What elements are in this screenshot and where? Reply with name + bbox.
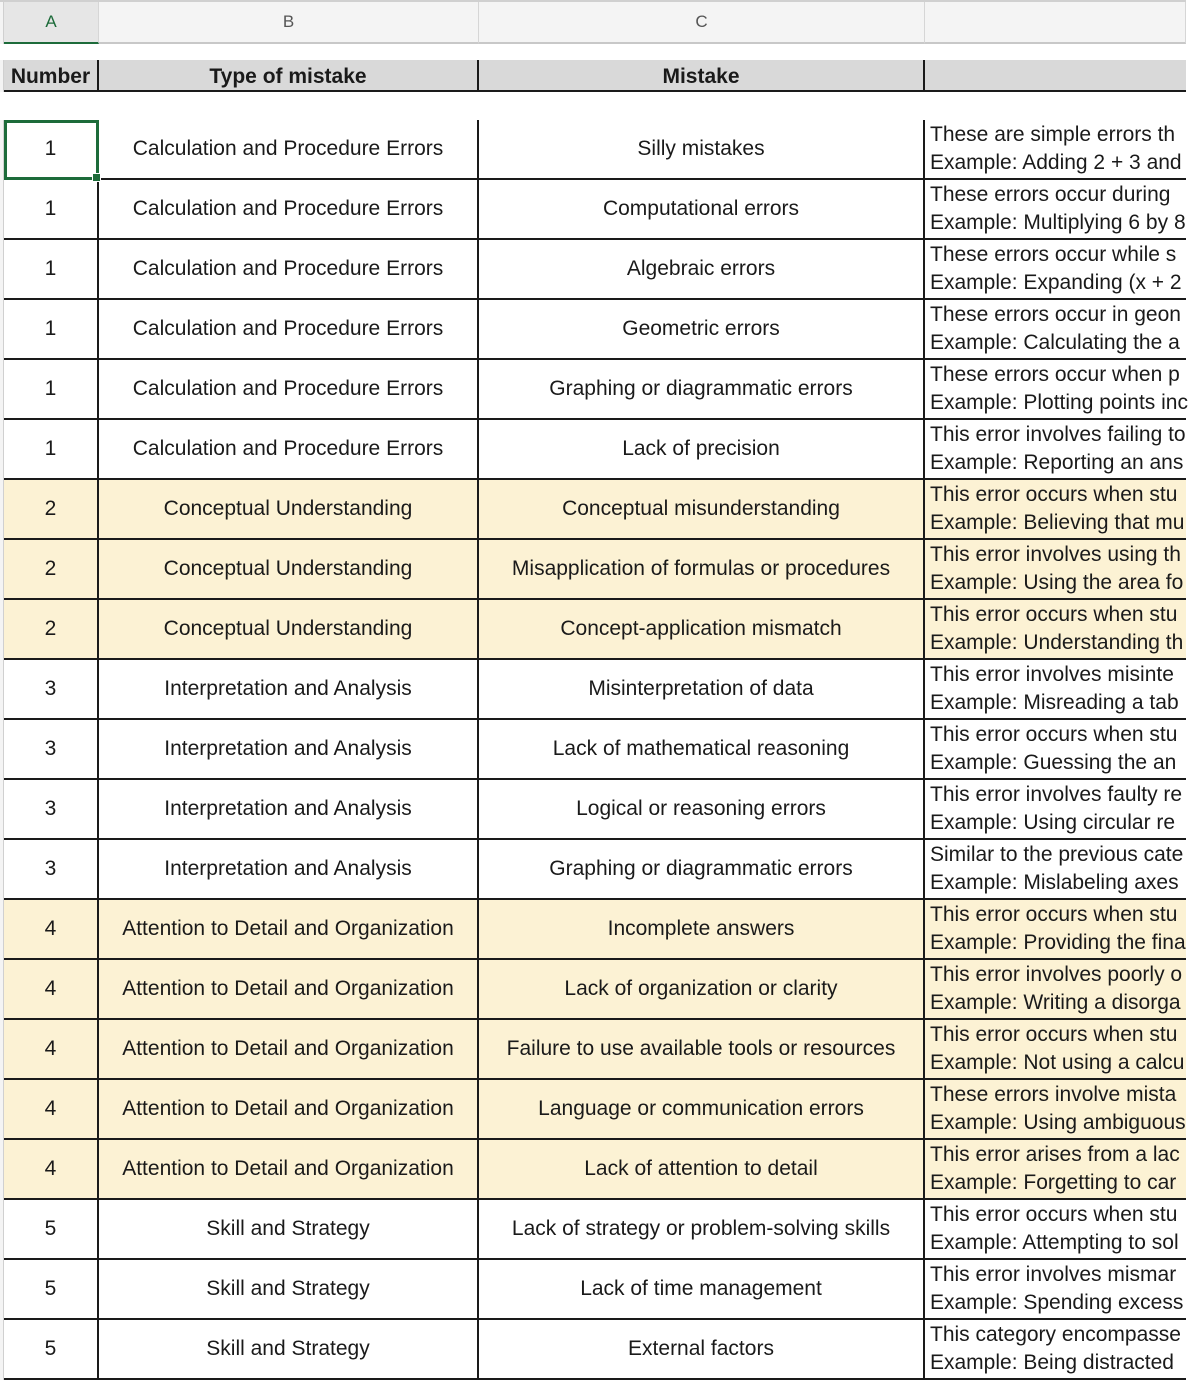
description-text: This error occurs when stu [930,483,1178,506]
cell-mistake[interactable]: Geometric errors [479,300,925,360]
header-mistake[interactable]: Mistake [479,60,925,92]
cell-description[interactable] [925,1020,1186,1080]
cell-mistake[interactable]: Silly mistakes [479,120,925,180]
example-text: Example: Using the area fo [930,571,1184,594]
example-text: Example: Providing the fina [930,931,1186,954]
cell-number[interactable]: 3 [4,660,99,720]
description-text: These errors occur while s [930,243,1177,266]
cell-type-of-mistake[interactable]: Skill and Strategy [99,1260,479,1320]
column-header-d[interactable] [925,0,1186,44]
column-header-a[interactable]: A [4,0,99,44]
description-text: These errors occur in geon [930,303,1181,326]
description-text: These errors involve mista [930,1083,1177,1106]
header-description[interactable] [925,60,1186,92]
cell-number[interactable]: 5 [4,1200,99,1260]
cell-mistake[interactable]: Lack of attention to detail [479,1140,925,1200]
example-text: Example: Not using a calcu [930,1051,1185,1074]
cell-mistake[interactable]: Language or communication errors [479,1080,925,1140]
cell-description[interactable] [925,480,1186,540]
cell-description[interactable] [925,1080,1186,1140]
cell-mistake[interactable]: Lack of mathematical reasoning [479,720,925,780]
cell-description[interactable] [925,180,1186,240]
cell-number[interactable]: 2 [4,540,99,600]
cell-type-of-mistake[interactable]: Attention to Detail and Organization [99,900,479,960]
example-text: Example: Multiplying 6 by 8 [930,211,1186,234]
description-text: This error occurs when stu [930,603,1178,626]
cell-mistake[interactable]: Lack of strategy or problem-solving skills [479,1200,925,1260]
cell-number[interactable]: 2 [4,600,99,660]
cell-number[interactable]: 3 [4,840,99,900]
cell-description[interactable] [925,420,1186,480]
cell-type-of-mistake[interactable]: Conceptual Understanding [99,480,479,540]
cell-type-of-mistake[interactable]: Interpretation and Analysis [99,660,479,720]
cell-number[interactable]: 4 [4,1080,99,1140]
cell-number[interactable]: 4 [4,900,99,960]
example-text: Example: Believing that mu [930,511,1185,534]
example-text: Example: Plotting points inc [930,391,1188,414]
description-text: These errors occur when p [930,363,1180,386]
cell-description[interactable] [925,120,1186,180]
cell-description[interactable] [925,240,1186,300]
description-text: This error occurs when stu [930,1023,1178,1046]
cell-number[interactable]: 1 [4,180,99,240]
cell-description[interactable] [925,960,1186,1020]
cell-mistake[interactable]: Concept-application mismatch [479,600,925,660]
description-text: This error occurs when stu [930,903,1178,926]
description-text: This category encompasse [930,1323,1181,1346]
cell-number[interactable]: 4 [4,960,99,1020]
cell-mistake[interactable]: Conceptual misunderstanding [479,480,925,540]
example-text: Example: Using ambiguous [930,1111,1186,1134]
description-text: This error occurs when stu [930,1203,1178,1226]
cell-number[interactable]: 2 [4,480,99,540]
column-header-c[interactable]: C [479,0,925,44]
cell-type-of-mistake[interactable]: Calculation and Procedure Errors [99,120,479,180]
cell-type-of-mistake[interactable]: Attention to Detail and Organization [99,960,479,1020]
example-text: Example: Expanding (x + 2 [930,271,1182,294]
cell-description[interactable] [925,840,1186,900]
cell-mistake[interactable]: Graphing or diagrammatic errors [479,360,925,420]
example-text: Example: Reporting an ans [930,451,1184,474]
example-text: Example: Being distracted [930,1351,1174,1374]
description-text: This error involves using th [930,543,1181,566]
cell-mistake[interactable]: Computational errors [479,180,925,240]
cell-number[interactable]: 4 [4,1140,99,1200]
cell-mistake[interactable]: Logical or reasoning errors [479,780,925,840]
cell-mistake[interactable]: Lack of time management [479,1260,925,1320]
cell-type-of-mistake[interactable]: Calculation and Procedure Errors [99,360,479,420]
cell-type-of-mistake[interactable]: Conceptual Understanding [99,540,479,600]
cell-mistake[interactable]: Failure to use available tools or resources [479,1020,925,1080]
cell-number[interactable]: 5 [4,1320,99,1380]
cell-description[interactable] [925,1140,1186,1200]
cell-description[interactable] [925,720,1186,780]
description-text: This error involves mismar [930,1263,1177,1286]
cell-number[interactable]: 4 [4,1020,99,1080]
example-text: Example: Adding 2 + 3 and [930,151,1182,174]
cell-type-of-mistake[interactable]: Interpretation and Analysis [99,720,479,780]
cell-type-of-mistake[interactable]: Attention to Detail and Organization [99,1140,479,1200]
cell-type-of-mistake[interactable]: Calculation and Procedure Errors [99,180,479,240]
cell-number[interactable]: 3 [4,780,99,840]
active-cell-a2[interactable]: 1 [4,120,99,180]
cell-type-of-mistake[interactable]: Conceptual Understanding [99,600,479,660]
example-text: Example: Writing a disorga [930,991,1181,1014]
cell-mistake[interactable]: Misapplication of formulas or procedures [479,540,925,600]
description-text: This error occurs when stu [930,723,1178,746]
example-text: Example: Forgetting to car [930,1171,1177,1194]
cell-number[interactable]: 1 [4,360,99,420]
example-text: Example: Attempting to sol [930,1231,1179,1254]
cell-type-of-mistake[interactable]: Calculation and Procedure Errors [99,300,479,360]
cell-description[interactable] [925,1320,1186,1380]
example-text: Example: Calculating the a [930,331,1180,354]
description-text: This error arises from a lac [930,1143,1180,1166]
cell-description[interactable] [925,780,1186,840]
cell-mistake[interactable]: Algebraic errors [479,240,925,300]
cell-description[interactable] [925,360,1186,420]
example-text: Example: Mislabeling axes [930,871,1179,894]
fill-handle[interactable] [92,173,101,182]
header-number[interactable]: Number [4,60,99,92]
cell-type-of-mistake[interactable]: Interpretation and Analysis [99,780,479,840]
description-text: This error involves failing to [930,423,1186,446]
cell-type-of-mistake[interactable]: Calculation and Procedure Errors [99,420,479,480]
description-text: This error involves faulty re [930,783,1183,806]
cell-description[interactable] [925,1260,1186,1320]
cell-mistake[interactable]: Graphing or diagrammatic errors [479,840,925,900]
cell-description[interactable] [925,1200,1186,1260]
description-text: Similar to the previous cate [930,843,1184,866]
example-text: Example: Guessing the an [930,751,1177,774]
cell-number[interactable]: 3 [4,720,99,780]
example-text: Example: Using circular re [930,811,1176,834]
description-text: These errors occur during [930,183,1171,206]
example-text: Example: Spending excess [930,1291,1184,1314]
cell-number[interactable]: 1 [4,420,99,480]
example-text: Example: Understanding th [930,631,1184,654]
cell-description[interactable] [925,900,1186,960]
cell-number[interactable]: 5 [4,1260,99,1320]
header-type-of-mistake[interactable]: Type of mistake [99,60,479,92]
cell-type-of-mistake[interactable]: Interpretation and Analysis [99,840,479,900]
cell-type-of-mistake[interactable]: Skill and Strategy [99,1320,479,1380]
cell-number[interactable]: 1 [4,300,99,360]
top-border [0,0,1186,2]
cell-mistake[interactable]: Lack of precision [479,420,925,480]
cell-type-of-mistake[interactable]: Calculation and Procedure Errors [99,240,479,300]
description-text: These are simple errors th [930,123,1176,146]
cell-description[interactable] [925,300,1186,360]
cell-number[interactable]: 1 [4,240,99,300]
cell-mistake[interactable]: External factors [479,1320,925,1380]
cell-type-of-mistake[interactable]: Skill and Strategy [99,1200,479,1260]
cell-mistake[interactable]: Misinterpretation of data [479,660,925,720]
cell-type-of-mistake[interactable]: Attention to Detail and Organization [99,1080,479,1140]
cell-description[interactable] [925,540,1186,600]
column-header-b[interactable]: B [99,0,479,44]
cell-description[interactable] [925,660,1186,720]
cell-description[interactable] [925,600,1186,660]
cell-type-of-mistake[interactable]: Attention to Detail and Organization [99,1020,479,1080]
description-text: This error involves misinte [930,663,1174,686]
cell-mistake[interactable]: Incomplete answers [479,900,925,960]
example-text: Example: Misreading a tab [930,691,1179,714]
cell-mistake[interactable]: Lack of organization or clarity [479,960,925,1020]
description-text: This error involves poorly o [930,963,1183,986]
